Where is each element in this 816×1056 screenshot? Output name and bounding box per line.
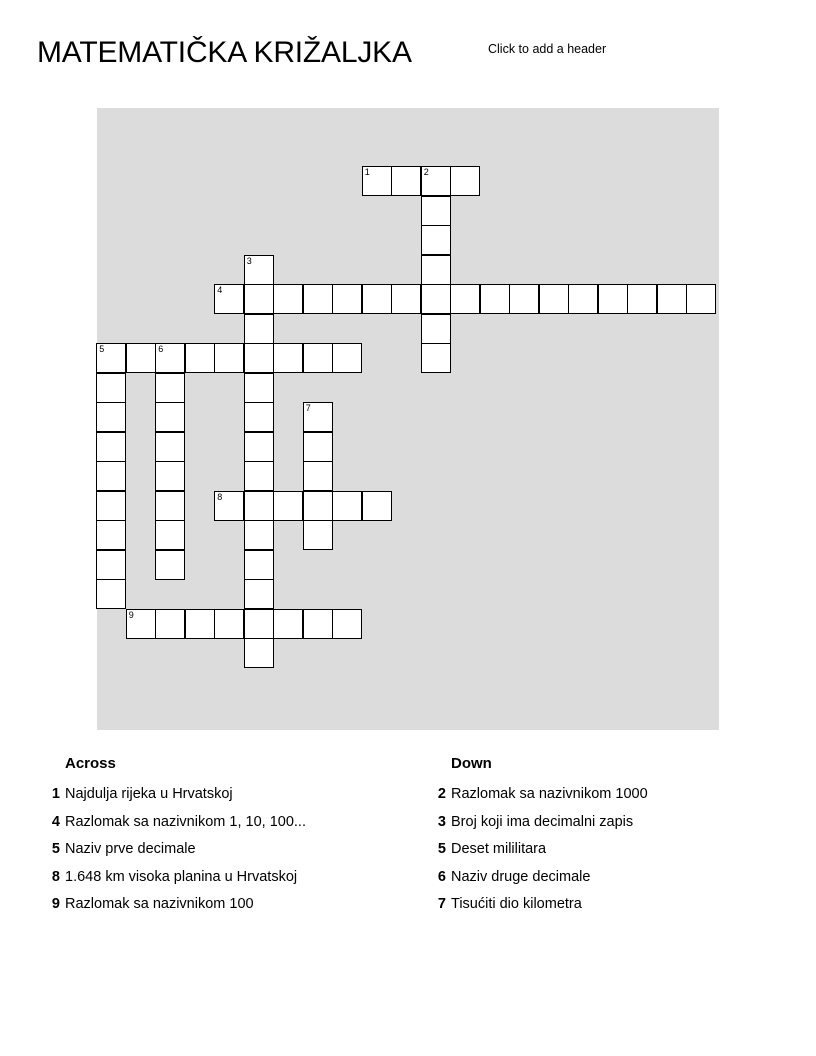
crossword-cell[interactable] [96,432,126,462]
crossword-cell[interactable] [244,461,274,491]
across-clue: 8 1.648 km visoka planina u Hrvatskoj [51,868,298,885]
crossword-cell[interactable] [303,343,333,373]
crossword-cell[interactable] [96,550,126,580]
cell-number: 3 [246,255,252,266]
crossword-cell[interactable] [96,402,126,432]
crossword-cell[interactable] [303,284,333,314]
cell-number: 4 [217,285,223,296]
crossword-cell[interactable] [303,491,333,521]
crossword-cell[interactable] [244,314,274,344]
crossword-cell[interactable] [244,579,274,609]
across-heading: Across [65,755,116,772]
down-clue: 3 Broj koji ima decimalni zapis [437,813,634,830]
crossword-cell[interactable] [332,609,362,639]
crossword-cell[interactable] [303,432,333,462]
crossword-cell[interactable] [539,284,569,314]
crossword-cell[interactable] [214,284,244,314]
crossword-cell[interactable] [657,284,687,314]
cell-number: 9 [128,609,134,620]
crossword-cell[interactable] [155,550,185,580]
crossword-cell[interactable] [568,284,598,314]
crossword-cell[interactable] [244,343,274,373]
crossword-cell[interactable] [509,284,539,314]
crossword-cell[interactable] [244,402,274,432]
crossword-cell[interactable] [391,166,421,196]
crossword-cell[interactable] [273,343,303,373]
down-clues [432,754,648,922]
down-clue: 5 Deset mililitara [437,841,547,857]
crossword-cell[interactable] [362,491,392,521]
across-clue: 4 Razlomak sa nazivnikom 1, 10, 100... [51,813,306,830]
crossword-cell[interactable] [96,343,126,373]
crossword-cell[interactable] [273,284,303,314]
crossword-cell[interactable] [421,343,451,373]
crossword-cell[interactable] [244,520,274,550]
cell-number: 1 [364,167,370,178]
crossword-cell[interactable] [155,520,185,550]
crossword-cell[interactable] [421,284,451,314]
page-title: MATEMATIČKA KRIŽALJKA [37,36,412,69]
crossword-cell[interactable] [96,491,126,521]
crossword-cell[interactable] [185,343,215,373]
crossword-cell[interactable] [273,609,303,639]
crossword-cell[interactable] [362,284,392,314]
crossword-cell[interactable] [303,609,333,639]
crossword-cell[interactable] [421,255,451,285]
across-clue: 5 Naziv prve decimale [51,841,196,857]
crossword-cell[interactable] [244,491,274,521]
crossword-cell[interactable] [185,609,215,639]
crossword-cell[interactable] [244,373,274,403]
crossword-cell[interactable] [450,166,480,196]
cell-number: 7 [305,403,311,414]
down-heading: Down [451,755,492,772]
crossword-cell[interactable] [126,343,156,373]
crossword-cell[interactable] [421,166,451,196]
crossword-cell[interactable] [155,432,185,462]
add-header-placeholder[interactable]: Click to add a header [488,42,607,56]
down-clue: 2 Razlomak sa nazivnikom 1000 [437,786,648,802]
crossword-cell[interactable] [214,491,244,521]
crossword-cell[interactable] [214,343,244,373]
crossword-cell[interactable] [303,520,333,550]
crossword-cell[interactable] [244,284,274,314]
crossword-cell[interactable] [155,609,185,639]
down-clue: 6 Naziv druge decimale [437,868,591,885]
crossword-cell[interactable] [627,284,657,314]
crossword-cell[interactable] [96,373,126,403]
crossword-cell[interactable] [155,402,185,432]
crossword-cell[interactable] [686,284,716,314]
across-clues [46,754,306,922]
crossword-cell[interactable] [450,284,480,314]
crossword-cell[interactable] [96,579,126,609]
crossword-cell[interactable] [126,609,156,639]
down-clue: 7 Tisućiti dio kilometra [437,896,582,912]
cell-number: 6 [158,344,164,355]
across-clue: 1 Najdulja rijeka u Hrvatskoj [51,786,233,802]
crossword-cell[interactable] [421,196,451,226]
crossword-cell[interactable] [332,284,362,314]
crossword-grid [97,108,719,730]
crossword-cell[interactable] [480,284,510,314]
crossword-cell[interactable] [155,343,185,373]
crossword-cell[interactable] [244,550,274,580]
crossword-cell[interactable] [155,461,185,491]
crossword-cell[interactable] [421,225,451,255]
crossword-cell[interactable] [214,609,244,639]
crossword-cell[interactable] [332,343,362,373]
crossword-cell[interactable] [244,255,274,285]
crossword-cell[interactable] [244,432,274,462]
crossword-cell[interactable] [421,314,451,344]
crossword-cell[interactable] [155,373,185,403]
crossword-cell[interactable] [598,284,628,314]
crossword-cell[interactable] [96,520,126,550]
crossword-cell[interactable] [244,609,274,639]
crossword-cell[interactable] [155,491,185,521]
crossword-cell[interactable] [362,166,392,196]
crossword-cell[interactable] [332,491,362,521]
cell-number: 2 [423,167,429,178]
crossword-cell[interactable] [96,461,126,491]
crossword-cell[interactable] [273,491,303,521]
cell-number: 8 [217,491,223,502]
crossword-cell[interactable] [391,284,421,314]
crossword-cell[interactable] [303,402,333,432]
across-clue: 9 Razlomak sa nazivnikom 100 [51,896,254,912]
crossword-cell[interactable] [244,638,274,668]
crossword-cell[interactable] [303,461,333,491]
cell-number: 5 [99,344,105,355]
